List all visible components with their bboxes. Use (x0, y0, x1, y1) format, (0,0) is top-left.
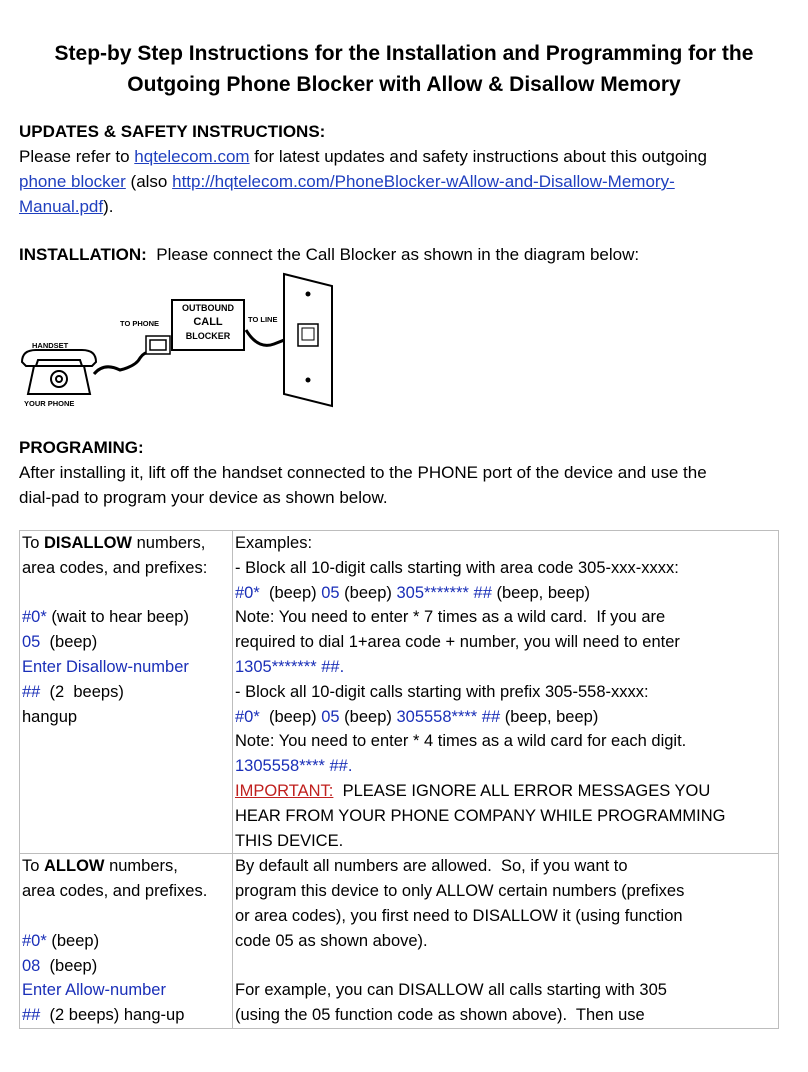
telephone-icon (22, 350, 96, 394)
allow-instructions-cell (20, 854, 233, 1029)
allow-step-2: 08 (beep) (22, 956, 98, 975)
example-2-note: Note: You need to enter * 4 times as a wild card for each digit. (235, 732, 687, 751)
updates-heading: UPDATES & SAFETY INSTRUCTIONS: (19, 122, 326, 141)
disallow-examples-cell (233, 531, 779, 854)
to-phone-label: TO PHONE (120, 319, 160, 328)
title-line-1: Step-by Step Instructions for the Installation and Programming for the (54, 42, 754, 65)
allow-step-1: #0* (beep) (22, 931, 100, 950)
disallow-step-1: #0* (wait to hear beep) (22, 608, 189, 627)
allow-desc-line-5: For example, you can DISALLOW all calls starting with 305 (235, 981, 667, 1000)
updates-text-3: (also (125, 172, 173, 191)
table-row-allow (20, 854, 779, 1029)
page-title (0, 38, 808, 100)
allow-keyword: ALLOW (44, 857, 105, 876)
important-label: IMPORTANT: (235, 781, 334, 800)
updates-section (19, 119, 794, 219)
blocker-box-line-1: OUTBOUND (182, 303, 234, 313)
blocker-box-line-2: CALL (193, 316, 223, 328)
disallow-keyword: DISALLOW (44, 534, 133, 552)
manual-link-part-2: Manual.pdf (19, 197, 104, 216)
disallow-step-2: 05 (beep) (22, 633, 98, 652)
allow-desc-line-3: or area codes), you first need to DISALLOW it (using function (235, 906, 683, 925)
disallow-label-suffix: numbers, (132, 534, 206, 552)
important-notice-line-2: HEAR FROM YOUR PHONE COMPANY WHILE PROGRAMMING (235, 806, 726, 825)
phone-jack-icon (146, 336, 170, 354)
example-1-note-1: Note: You need to enter * 7 times as a wild card. If you are (235, 608, 666, 627)
programming-line-2: dial-pad to program your device as shown below. (19, 488, 388, 507)
installation-text: Please connect the Call Blocker as shown in the diagram below: (146, 245, 640, 264)
programming-line-1: After installing it, lift off the handset connected to the PHONE port of the device and use the (19, 463, 707, 482)
example-1-sequence: #0* (beep) 05 (beep) 305******* ## (beep, beep) (235, 583, 591, 602)
phone-blocker-link[interactable]: phone blocker (19, 172, 126, 191)
updates-text-1: Please refer to (19, 147, 135, 166)
example-1-desc: - Block all 10-digit calls starting with area code 305-xxx-xxxx: (235, 558, 679, 577)
allow-step-4: ## (2 beeps) hang-up (22, 1006, 185, 1025)
allow-description-cell (233, 854, 779, 1029)
example-2-desc: - Block all 10-digit calls starting with prefix 305-558-xxxx: (235, 682, 649, 701)
allow-desc-line-4: code 05 as shown above). (235, 931, 428, 950)
disallow-step-4: ## (2 beeps) (22, 682, 124, 701)
examples-heading: Examples: (235, 534, 313, 552)
allow-label-suffix: numbers, (104, 857, 178, 876)
programming-section (19, 435, 794, 510)
allow-label-prefix: To (22, 857, 45, 876)
phone-cord (94, 352, 150, 374)
example-1-note-2: required to dial 1+area code + number, you will need to enter (235, 633, 680, 652)
to-line-label: TO LINE (248, 315, 278, 324)
blocker-box-line-3: BLOCKER (185, 331, 231, 341)
allow-desc-line-2: program this device to only ALLOW certain numbers (prefixes (235, 882, 685, 901)
wall-plate-icon (284, 274, 332, 406)
updates-text-2: for latest updates and safety instructions about this outgoing (249, 147, 707, 166)
installation-section (19, 242, 794, 267)
disallow-instructions-cell (20, 531, 233, 854)
your-phone-label: YOUR PHONE (24, 399, 75, 408)
programming-table (19, 530, 779, 1029)
allow-step-3: Enter Allow-number (22, 981, 166, 1000)
table-row-disallow (20, 531, 779, 854)
programming-heading: PROGRAMING: (19, 438, 144, 457)
title-line-2: Outgoing Phone Blocker with Allow & Disallow Memory (127, 73, 681, 96)
installation-heading: INSTALLATION: (19, 245, 147, 264)
handset-label: HANDSET (32, 341, 69, 350)
connection-diagram-svg (8, 266, 348, 416)
installation-diagram (8, 266, 348, 416)
allow-desc-line-6: (using the 05 function code as shown above). Then use (235, 1006, 645, 1025)
allow-desc-line-1: By default all numbers are allowed. So, if you want to (235, 857, 628, 876)
disallow-step-5: hangup (22, 707, 78, 726)
allow-label-line-2: area codes, and prefixes. (22, 882, 208, 901)
updates-text-4: ). (103, 197, 114, 216)
updates-paragraph (19, 144, 794, 219)
example-2-sequence: #0* (beep) 05 (beep) 305558**** ## (beep, beep) (235, 707, 599, 726)
example-1-note-code: 1305******* ##. (235, 657, 345, 676)
disallow-label-prefix: To (22, 534, 45, 552)
important-notice: IMPORTANT: PLEASE IGNORE ALL ERROR MESSAGES YOU (235, 781, 711, 800)
hqtelecom-link[interactable]: hqtelecom.com (134, 147, 250, 166)
disallow-step-3: Enter Disallow-number (22, 657, 189, 676)
disallow-label-line-2: area codes, and prefixes: (22, 558, 208, 577)
example-2-note-code: 1305558**** ##. (235, 757, 353, 776)
manual-link-part-1: http://hqtelecom.com/PhoneBlocker-wAllow-and-Disallow-Memory- (172, 172, 675, 191)
important-notice-line-3: THIS DEVICE. (235, 831, 344, 850)
